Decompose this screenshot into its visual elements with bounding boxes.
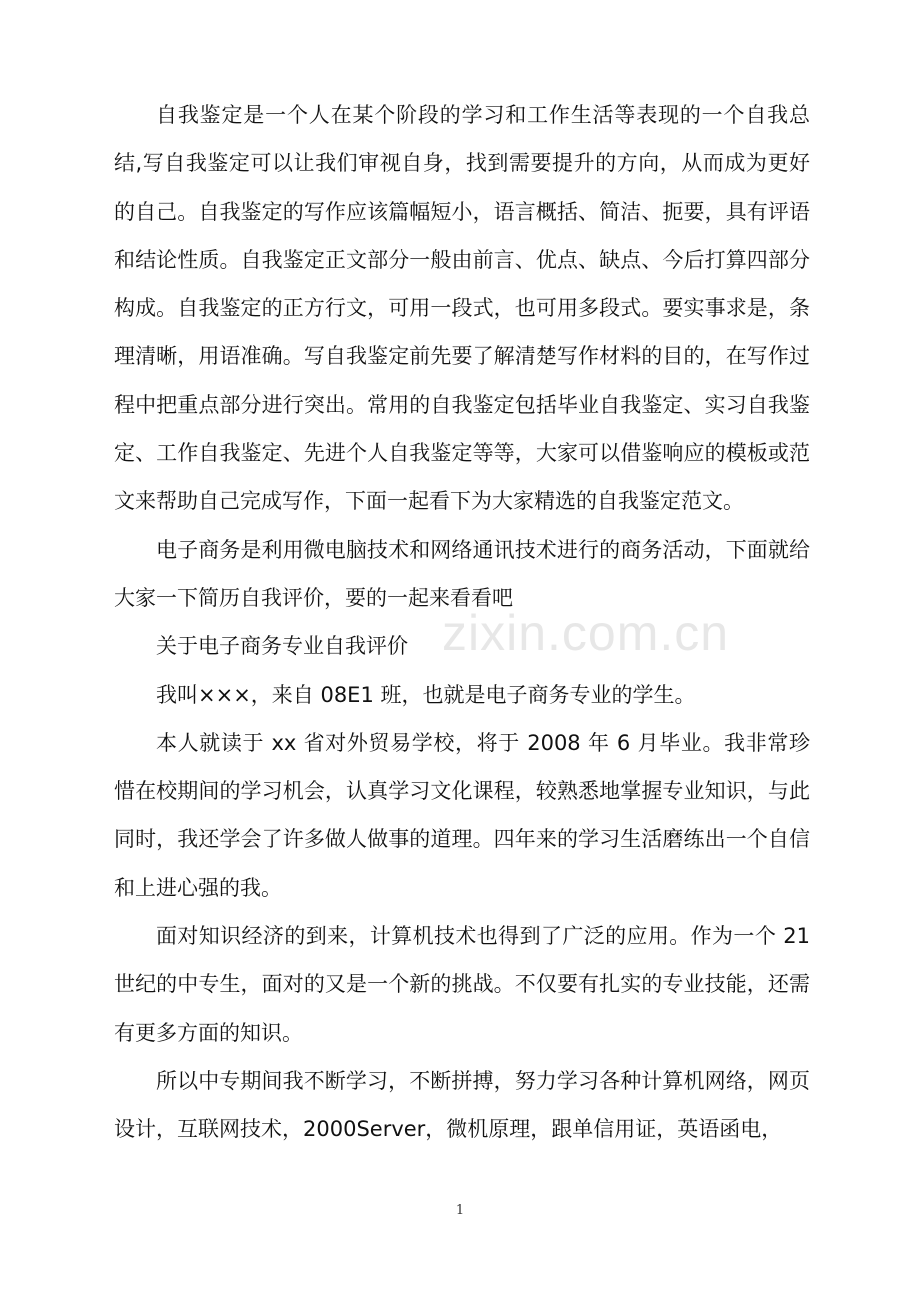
document-body [114,91,810,1154]
paragraph-self-intro: 我叫×××，来自 08E1 班，也就是电子商务专业的学生。 [156,682,696,707]
watermark: zixin.com.cn [442,605,730,661]
paragraph-knowledge-economy: 面对知识经济的到来，计算机技术也得到了广泛的应用。作为一个 21 世纪的中专生，面对的又是一个新的挑战。不仅要有扎实的专业技能，还需有更多方面的知识。 [114,924,810,1045]
page-number: 1 [455,1203,465,1218]
paragraph-studies: 所以中专期间我不断学习，不断拼搏，努力学习各种计算机网络，网页设计，互联网技术，2000Server，微机原理，跟单信用证，英语函电， [114,1068,810,1142]
section-heading: 关于电子商务专业自我评价 [156,634,408,659]
paragraph-ecommerce-lead: 电子商务是利用微电脑技术和网络通讯技术进行的商务活动，下面就给大家一下简历自我评价，要的一起来看看吧 [114,537,810,610]
paragraph-intro: 自我鉴定是一个人在某个阶段的学习和工作生活等表现的一个自我总结,写自我鉴定可以让我们审视自身，找到需要提升的方向，从而成为更好的自己。自我鉴定的写作应该篇幅短小，语言概括、简洁、扼要，具有评语和结论性质。自我鉴定正文部分一般由前言、优点、缺点、今后打算四部分构成。自我鉴定的正方行文，可用一段式，也可用多段式。要实事求是，条理清晰，用语准确。写自我鉴定前先要了解清楚写作材料的目的，在写作过程中把重点部分进行突出。常用的自我鉴定包括毕业自我鉴定、实习自我鉴定、工作自我鉴定、先进个人自我鉴定等等，大家可以借鉴响应的模板或范文来帮助自己完成写作，下面一起看下为大家精选的自我鉴定范文。 [114,103,810,514]
paragraph-school: 本人就读于 xx 省对外贸易学校，将于 2008 年 6 月毕业。我非常珍惜在校期间的学习机会，认真学习文化课程，较熟悉地掌握专业知识，与此同时，我还学会了许多做人做事的道理。四年来的学习生活磨练出一个自信和上进心强的我。 [114,730,810,900]
